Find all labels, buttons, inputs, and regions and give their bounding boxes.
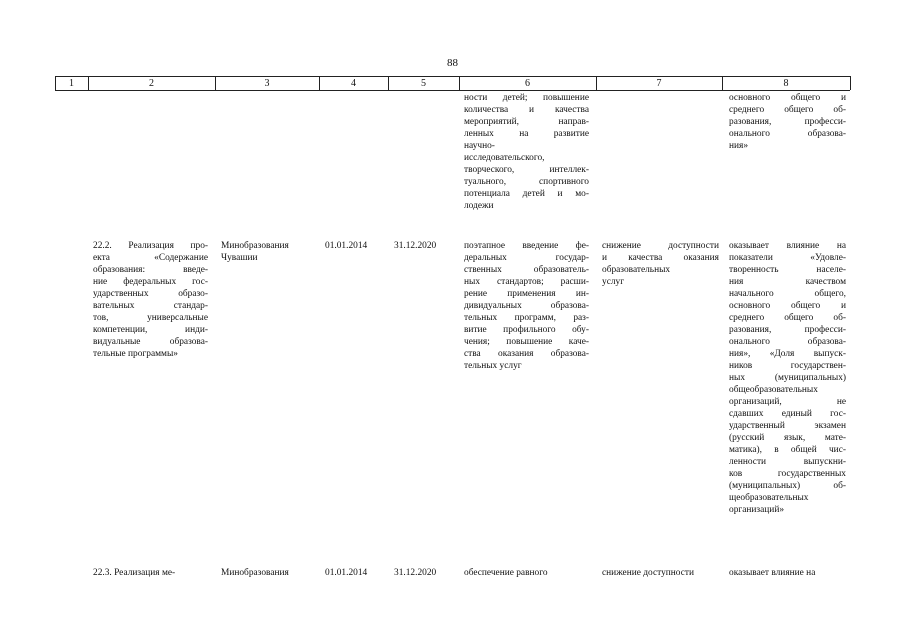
text-line: деральных государ-: [464, 253, 589, 263]
text-line: начального общего,: [729, 289, 846, 299]
text-line: ния», «Доля выпуск-: [729, 349, 846, 359]
text-line: ленных на развитие: [464, 129, 589, 139]
column-divider: [850, 76, 851, 90]
text-line: ности детей; повышение: [464, 93, 589, 103]
text-line: тельные программы»: [93, 349, 178, 359]
text-line: образования: введе-: [93, 265, 208, 275]
column-number: 3: [264, 78, 270, 89]
text-line: научно-: [464, 141, 495, 151]
text-line: среднего общего об-: [729, 105, 846, 115]
row-22-3-expected-result: [464, 567, 589, 579]
text-line: творенность населе-: [729, 265, 846, 275]
row-22-3-indicators: [729, 567, 846, 579]
text-line: ков государственных: [729, 469, 846, 479]
text-line: рение применения ин-: [464, 289, 589, 299]
text-line: ства оказания образова-: [464, 349, 589, 359]
row-22-2-indicators: [729, 240, 846, 516]
text-line: среднего общего об-: [729, 313, 846, 323]
text-line: и качества оказания: [602, 253, 719, 263]
column-number: 4: [351, 78, 356, 89]
continuation-col8: [729, 92, 846, 152]
row-22-2-measure: [93, 240, 208, 360]
text-line: ных стандартов; расши-: [464, 277, 589, 287]
text-line: чения; повышение каче-: [464, 337, 589, 347]
text-line: оказывает влияние на: [729, 568, 816, 578]
text-line: потенциала детей и мо-: [464, 189, 589, 199]
column-number: 2: [149, 78, 154, 89]
text-line: оказывает влияние на: [729, 241, 846, 251]
column-number-row: [55, 78, 850, 90]
text-line: дивидуальных образова-: [464, 301, 589, 311]
text-line: ственных образователь-: [464, 265, 589, 275]
header-bottom-rule: [55, 90, 850, 91]
row-22-2-executor: [221, 240, 316, 264]
row-22-3-executor: [221, 567, 316, 579]
text-line: компетенции, инди-: [93, 325, 208, 335]
text-line: вательных стандар-: [93, 301, 208, 311]
column-number: 8: [783, 78, 789, 89]
text-line: разования, професси-: [729, 325, 846, 335]
text-line: ников государствен-: [729, 361, 846, 371]
text-line: сдавших единый гос-: [729, 409, 846, 419]
text-line: организаций, не: [729, 397, 846, 407]
text-line: 22.3. Реализация ме-: [93, 568, 176, 578]
text-line: ударственный экзамен: [729, 421, 846, 431]
text-line: витие профильного обу-: [464, 325, 589, 335]
text-line: основного общего и: [729, 93, 846, 103]
text-line: тов, универсальные: [93, 313, 208, 323]
text-line: (русский язык, мате-: [729, 433, 846, 443]
text-line: Чувашии: [221, 253, 258, 263]
text-line: снижение доступности: [602, 568, 694, 578]
text-line: 22.2. Реализация про-: [93, 241, 208, 251]
page-number: 88: [447, 57, 458, 69]
text-line: ударственных образо-: [93, 289, 208, 299]
text-line: образовательных: [602, 265, 671, 275]
text-line: ние федеральных гос-: [93, 277, 208, 287]
text-line: тельных услуг: [464, 361, 522, 371]
row-22-2-start-date: 01.01.2014: [325, 241, 368, 251]
text-line: ленности выпускни-: [729, 457, 846, 467]
text-line: показатели «Удовле-: [729, 253, 846, 263]
text-line: творческого, интеллек-: [464, 165, 589, 175]
text-line: (муниципальных) об-: [729, 481, 846, 491]
text-line: Минобразования: [221, 568, 289, 578]
text-line: услуг: [602, 277, 625, 287]
row-22-2-expected-result: [464, 240, 589, 372]
text-line: онального образова-: [729, 337, 846, 347]
row-22-2-end-date: 31.12.2020: [394, 241, 437, 251]
text-line: разования, професси-: [729, 117, 846, 127]
text-line: количества и качества: [464, 105, 589, 115]
text-line: екта «Содержание: [93, 253, 208, 263]
row-22-3-consequences: [602, 567, 719, 579]
column-number: 6: [525, 78, 530, 89]
text-line: ния качеством: [729, 277, 846, 287]
text-line: туального, спортивного: [464, 177, 589, 187]
text-line: исследовательского,: [464, 153, 545, 163]
text-line: основного общего и: [729, 301, 846, 311]
text-line: общеобразовательных: [729, 385, 818, 395]
text-line: обеспечение равного: [464, 568, 548, 578]
text-line: онального образова-: [729, 129, 846, 139]
text-line: тельных программ, раз-: [464, 313, 589, 323]
text-line: организаций»: [729, 505, 785, 515]
column-number: 7: [656, 78, 662, 89]
continuation-col6: [464, 92, 589, 212]
text-line: Минобразования: [221, 241, 289, 251]
text-line: лодежи: [464, 201, 494, 211]
text-line: снижение доступности: [602, 241, 719, 251]
text-line: мероприятий, направ-: [464, 117, 589, 127]
text-line: щеобразовательных: [729, 493, 809, 503]
row-22-3-end-date: 31.12.2020: [394, 568, 437, 578]
text-line: матика), в общей чис-: [729, 445, 846, 455]
row-22-3-measure: [93, 567, 208, 579]
text-line: видуальные образова-: [93, 337, 208, 347]
text-line: поэтапное введение фе-: [464, 241, 589, 251]
row-22-2-consequences: [602, 240, 719, 288]
row-22-3-start-date: 01.01.2014: [325, 568, 368, 578]
header-top-rule: [55, 76, 850, 77]
text-line: ных (муниципальных): [729, 373, 846, 383]
column-number: 1: [69, 78, 74, 89]
text-line: ния»: [729, 141, 749, 151]
column-number: 5: [421, 78, 426, 89]
